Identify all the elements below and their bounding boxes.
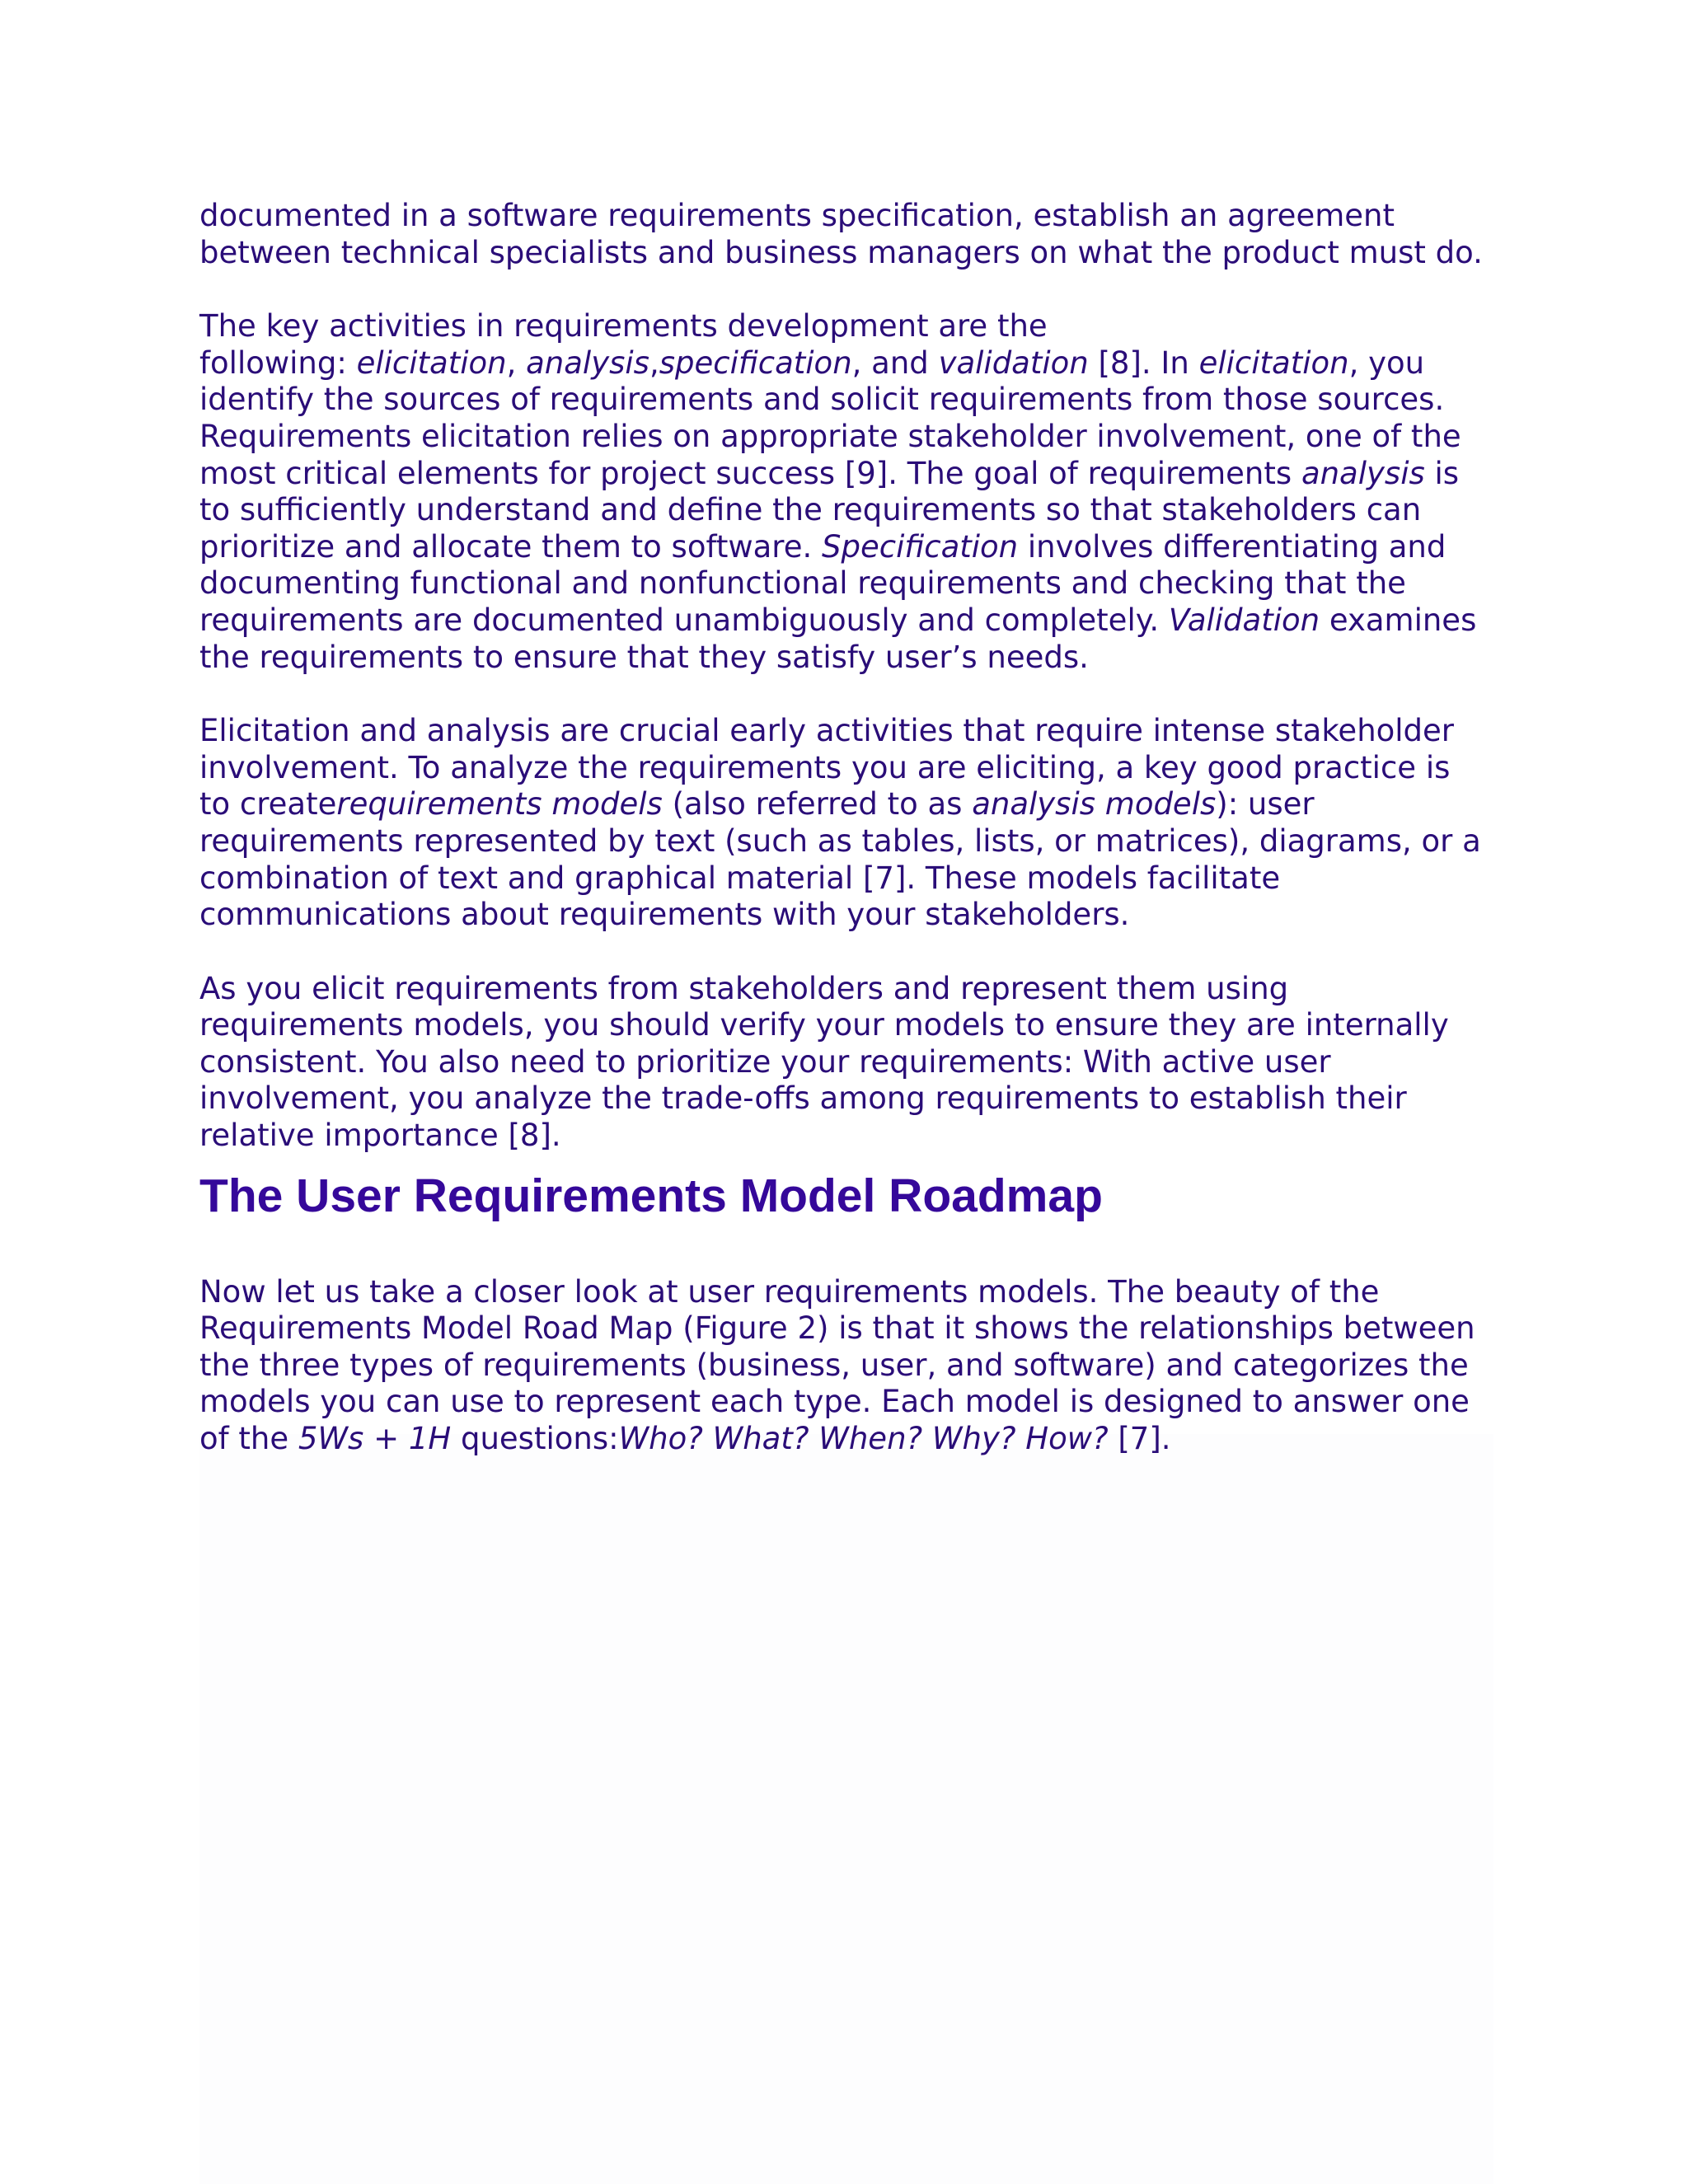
text-run: , you — [1348, 344, 1425, 381]
text-line: involvement. To analyze the requirements you are eliciting, a key good practice is — [199, 749, 1451, 785]
page-shade — [199, 1434, 1493, 2184]
text-line: identify the sources of requirements and solicit requirements from those sources. — [199, 382, 1445, 418]
text-run: requirements are documented unambiguously and completely. — [199, 602, 1169, 638]
text-run: [7]. — [1108, 1421, 1171, 1457]
text-line — [199, 456, 1518, 493]
text-line: the requirements to ensure that they satisfy user’s needs. — [199, 639, 1089, 675]
text-line: documenting functional and nonfunctional requirements and checking that the — [199, 565, 1406, 602]
italic-term: Specification — [821, 528, 1019, 565]
text-run: to create — [199, 786, 337, 823]
italic-term: elicitation — [356, 344, 507, 381]
text-run: [8]. In — [1088, 344, 1199, 381]
italic-term: Validation — [1168, 602, 1320, 638]
text-line: relative importance [8]. — [199, 1118, 561, 1154]
text-line: Now let us take a closer look at user requirements models. The beauty of the — [199, 1273, 1380, 1310]
text-line: involvement, you analyze the trade-offs among requirements to establish their — [199, 1080, 1407, 1117]
italic-term: analysis — [526, 344, 649, 381]
text-line: communications about requirements with your stakeholders. — [199, 897, 1130, 933]
text-line: Requirements Model Road Map (Figure 2) is that it shows the relationships between — [199, 1310, 1475, 1347]
paragraph-elicitation-analysis — [199, 713, 1518, 934]
text-run: is — [1424, 455, 1460, 491]
italic-term: analysis models — [972, 786, 1217, 823]
text-run: examines — [1320, 602, 1477, 638]
text-line — [199, 602, 1518, 640]
text-line: As you elicit requirements from stakeholders and represent them using — [199, 970, 1289, 1006]
text-line: Requirements elicitation relies on appropriate stakeholder involvement, one of the — [199, 418, 1461, 454]
text-line: between technical specialists and business managers on what the product must do. — [199, 234, 1483, 270]
text-run: , and — [851, 344, 939, 381]
text-run: prioritize and allocate them to software. — [199, 528, 822, 565]
italic-term: analysis — [1301, 455, 1425, 491]
text-line: to sufficiently understand and define the requirements so that stakeholders can — [199, 492, 1422, 528]
italic-term: validation — [938, 344, 1089, 381]
text-line — [199, 529, 1518, 566]
text-line: The key activities in requirements development are the — [199, 308, 1048, 344]
text-line: the three types of requirements (business, user, and software) and categorizes the — [199, 1347, 1469, 1383]
italic-term: specification — [659, 344, 852, 381]
text-run: , — [649, 344, 659, 381]
text-line — [199, 345, 1518, 382]
italic-term: Who? What? When? Why? How? — [618, 1421, 1109, 1457]
text-run: (also referred to as — [662, 786, 973, 823]
text-line: documented in a software requirements specification, establish an agreement — [199, 198, 1395, 233]
text-line: Elicitation and analysis are crucial early activities that require intense stakeholder — [199, 713, 1455, 749]
document-body — [199, 198, 1518, 1495]
text-line: models you can use to represent each type. Each model is designed to answer one — [199, 1384, 1470, 1420]
text-run: involves differentiating and — [1018, 528, 1447, 565]
text-line: consistent. You also need to prioritize your requirements: With active user — [199, 1043, 1331, 1080]
italic-term: elicitation — [1198, 344, 1349, 381]
text-line — [199, 1421, 1518, 1458]
text-line: requirements models, you should verify your models to ensure they are internally — [199, 1007, 1449, 1043]
paragraph-spec-agreement — [199, 198, 1518, 271]
text-line: requirements represented by text (such as tables, lists, or matrices), diagrams, or a — [199, 823, 1481, 859]
text-run: ): user — [1216, 786, 1315, 823]
italic-term: requirements models — [336, 786, 663, 823]
text-run: , — [506, 344, 527, 381]
text-run: following: — [199, 344, 357, 381]
paragraph-key-activities — [199, 308, 1518, 676]
paragraph-roadmap-intro — [199, 1274, 1518, 1458]
section-heading: The User Requirements Model Roadmap — [199, 1169, 1103, 1222]
paragraph-verify-prioritize — [199, 971, 1518, 1155]
text-line: combination of text and graphical material [7]. These models facilitate — [199, 860, 1281, 896]
text-run: questions: — [451, 1421, 619, 1457]
italic-term: 5Ws + 1H — [298, 1421, 452, 1457]
text-run: most critical elements for project success [9]. The goal of requirements — [199, 455, 1301, 491]
text-line — [199, 786, 1518, 823]
text-run: of the — [199, 1421, 298, 1457]
